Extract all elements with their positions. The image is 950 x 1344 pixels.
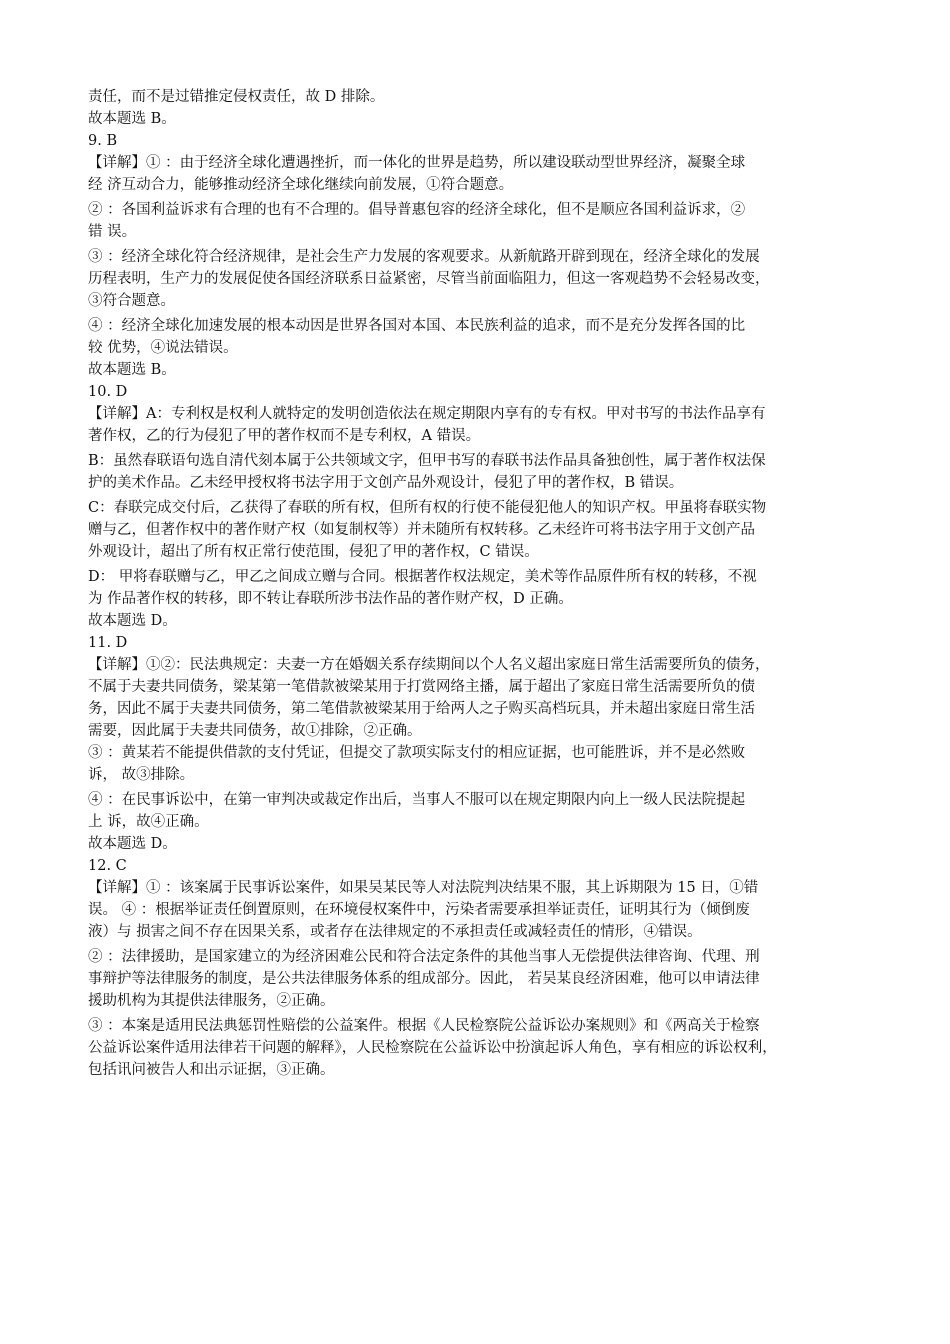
text-line: 赠与乙，但著作权中的著作财产权（如复制权等）并未随所有权转移。乙未经许可将书法字用于文创产品 [88, 522, 755, 538]
text-line: 公益诉讼案件适用法律若干问题的解释》，人民检察院在公益诉讼中扮演起诉人角色，享有相应的诉讼权利， [88, 1040, 777, 1056]
question-answer: 10. D [88, 384, 128, 400]
text-line: 诉， 故③排除。 [88, 767, 195, 783]
text-line: ③ ：本案是适用民法典惩罚性赔偿的公益案件。根据《人民检察院公益诉讼办案规则》和《两高关于检察 [88, 1018, 760, 1034]
text-line: 援助机构为其提供法律服务，②正确。 [88, 993, 335, 1009]
text-line: C：春联完成交付后，乙获得了春联的所有权，但所有权的行使不能侵犯他人的知识产权。甲虽将春联实物 [88, 500, 767, 516]
text-line: 经 济互动合力，能够推动经济全球化继续向前发展，①符合题意。 [88, 177, 514, 193]
text-line: ③ ：黄某若不能提供借款的支付凭证，但提交了款项实际支付的相应证据，也可能胜诉，并不是必然败 [88, 745, 746, 761]
document-body [88, 86, 868, 1081]
text-line: 故本题选 D。 [88, 613, 177, 629]
text-line: ④ ：在民事诉讼中，在第一审判决或裁定作出后，当事人不服可以在规定期限内向上一级人民法院提起 [88, 792, 746, 808]
text-line: 故本题选 B。 [88, 111, 176, 127]
question-answer: 9. B [88, 133, 118, 149]
text-line: 不属于夫妻共同债务，梁某第一笔借款被梁某用于打赏网络主播，属于超出了家庭日常生活需要所负的债 [88, 679, 755, 695]
text-line: 责任，而不是过错推定侵权责任，故 D 排除。 [88, 89, 385, 105]
text-line: 历程表明，生产力的发展促使各国经济联系日益紧密，尽管当前面临阻力，但这一客观趋势不会轻易改变， [88, 271, 770, 287]
text-line: 较 优势，④说法错误。 [88, 340, 238, 356]
text-line: ④ ：经济全球化加速发展的根本动因是世界各国对本国、本民族利益的追求，而不是充分发挥各国的比 [88, 318, 746, 334]
text-line: 上 诉，故④正确。 [88, 814, 209, 830]
text-line: 【详解】①②：民法典规定：夫妻一方在婚姻关系存续期间以个人名义超出家庭日常生活需要所负的债务， [88, 657, 770, 673]
text-line: 【详解】① ：由于经济全球化遭遇挫折，而一体化的世界是趋势，所以建设联动型世界经济，凝聚全球 [88, 155, 746, 171]
text-line: 务，因此不属于夫妻共同债务，第二笔借款被梁某用于给两人之子购买高档玩具，并未超出家庭日常生活 [88, 701, 755, 717]
text-line: 著作权，乙的行为侵犯了甲的著作权而不是专利权，A 错误。 [88, 428, 481, 444]
text-line: 错 误。 [88, 224, 137, 240]
text-line: 故本题选 D。 [88, 836, 177, 852]
question-answer: 11. D [88, 635, 128, 651]
text-line: ② ：法律援助，是国家建立的为经济困难公民和符合法定条件的其他当事人无偿提供法律咨询、代理、刑 [88, 949, 760, 965]
question-answer: 12. C [88, 858, 127, 874]
text-line: ② ：各国利益诉求有合理的也有不合理的。倡导普惠包容的经济全球化，但不是顺应各国利益诉求，② [88, 202, 746, 218]
text-line: ③ ：经济全球化符合经济规律，是社会生产力发展的客观要求。从新航路开辟到现在，经济全球化的发展 [88, 249, 760, 265]
text-line: 【详解】A：专利权是权利人就特定的发明创造依法在规定期限内享有的专有权。甲对书写的书法作品享有 [88, 406, 766, 422]
text-line: 护的美术作品。乙未经甲授权将书法字用于文创产品外观设计，侵犯了甲的著作权，B 错误。 [88, 475, 684, 491]
text-line: 误。 ④ ：根据举证责任倒置原则，在环境侵权案件中，污染者需要承担举证责任，证明其行为（倾倒废 [88, 902, 750, 918]
text-line: 包括讯问被告人和出示证据，③正确。 [88, 1062, 335, 1078]
text-line: B：虽然春联语句选自清代刻本属于公共领域文字，但甲书写的春联书法作品具备独创性，属于著作权法保 [88, 453, 766, 469]
text-line: 液）与 损害之间不存在因果关系，或者存在法律规定的不承担责任或减轻责任的情形，④错误。 [88, 924, 702, 940]
text-line: 外观设计，超出了所有权正常行使范围，侵犯了甲的著作权，C 错误。 [88, 544, 539, 560]
text-line: ③符合题意。 [88, 293, 175, 309]
text-line: D： 甲将春联赠与乙，甲乙之间成立赠与合同。根据著作权法规定，美术等作品原件所有权的转移，不视 [88, 569, 757, 585]
text-line: 为 作品著作权的转移，即不转让春联所涉书法作品的著作财产权，D 正确。 [88, 591, 573, 607]
text-line: 【详解】① ：该案属于民事诉讼案件，如果吴某民等人对法院判决结果不服，其上诉期限为 15 日，①错 [88, 880, 759, 896]
text-line: 事辩护等法律服务的制度，是公共法律服务体系的组成部分。因此， 若吴某良经济困难，他可以申请法律 [88, 971, 760, 987]
text-line: 故本题选 B。 [88, 362, 176, 378]
text-line: 需要，因此属于夫妻共同债务，故①排除，②正确。 [88, 723, 422, 739]
